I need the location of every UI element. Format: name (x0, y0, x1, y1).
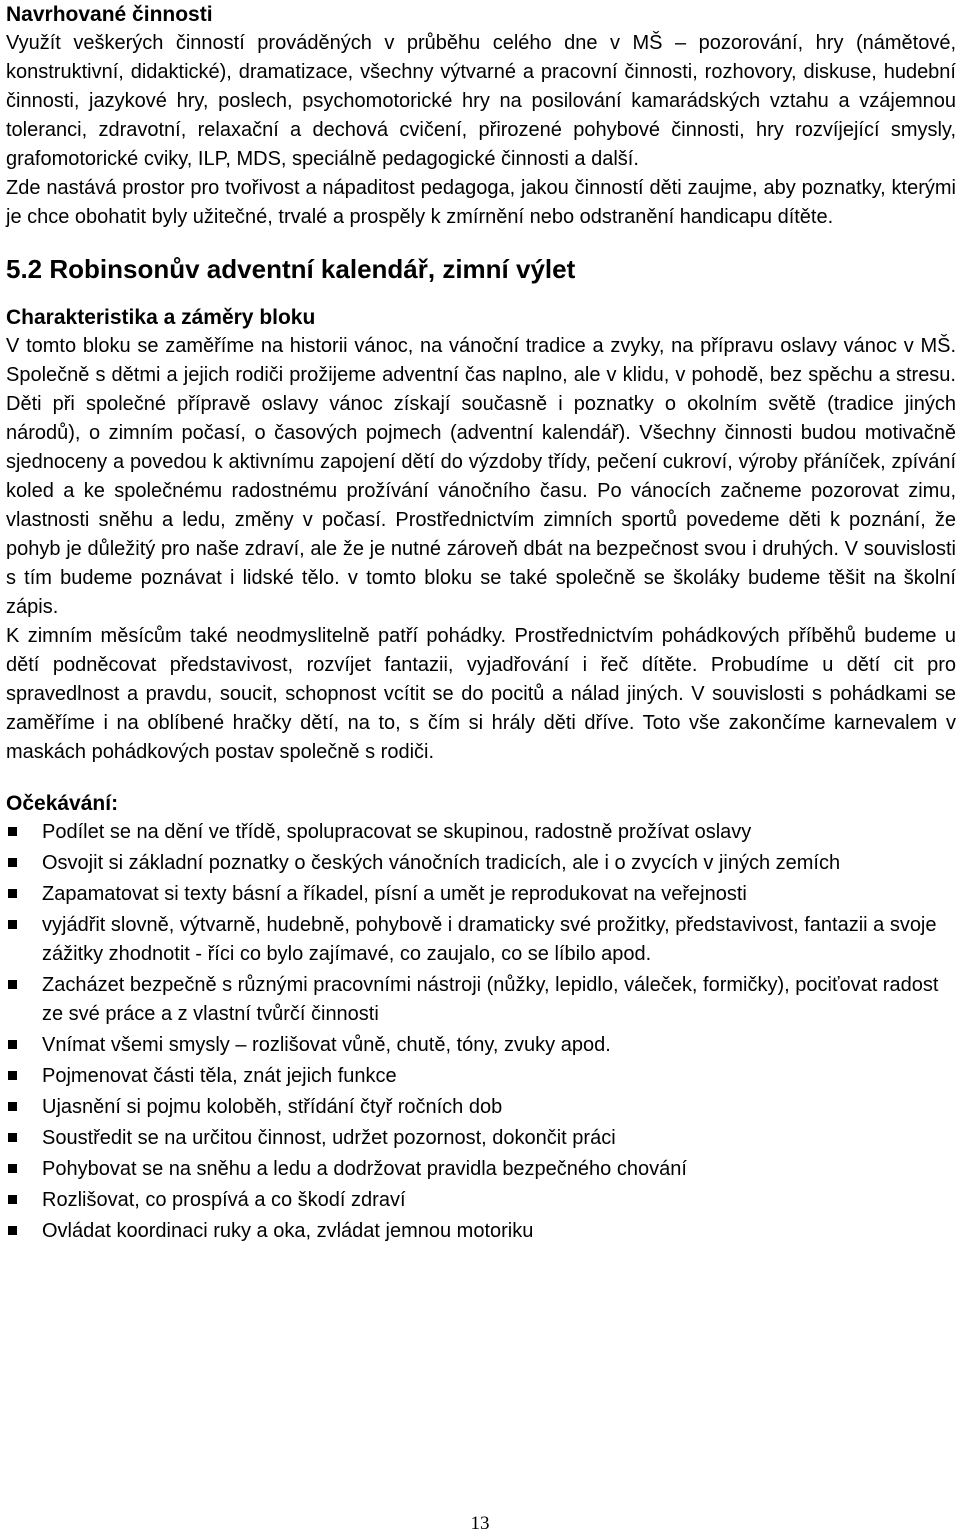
block-paragraph-2: K zimním měsícům také neodmyslitelně patří pohádky. Prostřednictvím pohádkových příběhů budeme u dětí podněcovat představivost, rozvíjet fantazii, vyjadřování i řeč dítěte. Probudíme u dětí cit pro spravedlnost a pravdu, soucit, schopnost vcítit se do pocitů a nálad jiných. V souvislosti s pohádkami se zaměříme i na oblíbené hračky dětí, na to, s čím si hrály děti dříve. Toto vše zakončíme karnevalem v maskách pohádkových postav společně s rodiči. (6, 625, 956, 763)
list-item: Zacházet bezpečně s různými pracovními nástroji (nůžky, lepidlo, váleček, formičky), pociťovat radost ze své práce a z vlastní tvůrčí činnosti (6, 971, 956, 1029)
square-bullet-icon (8, 858, 17, 867)
block-paragraph-1: V tomto bloku se zaměříme na historii vánoc, na vánoční tradice a zvyky, na přípravu oslavy vánoc v MŠ. Společně s dětmi a jejich rodiči prožijeme adventní čas naplno, ale v klidu, v pohodě, bez spěchu a stresu. Děti při společné přípravě oslavy vánoc získají současně i poznatky o okolním světě (tradice jiných národů), o zimním počasí, o časových pojmech (adventní kalendář). Všechny činnosti budou motivačně sjednoceny a povedou k aktivnímu zapojení dětí do výzdoby třídy, pečení cukroví, výroby přáníček, zpívání koled a ke společnému radostnému prožívání vánočního času. Po vánocích začneme pozorovat zimu, vlastnosti sněhu a ledu, změny v počasí. Prostřednictvím zimních sportů povedeme děti k poznání, že pohyb je důležitý pro naše zdraví, ale že je nutné zároveň dbát na bezpečnost svou i druhých. V souvislosti s tím budeme poznávat i lidské tělo. v tomto bloku se také společně se školáky budeme těšit na školní zápis. (6, 335, 956, 618)
page-number: 13 (470, 1513, 490, 1534)
square-bullet-icon (8, 827, 17, 836)
square-bullet-icon (8, 889, 17, 898)
expectations-list (6, 818, 956, 1246)
list-item: Ujasnění si pojmu koloběh, střídání čtyř ročních dob (6, 1093, 956, 1122)
activities-paragraph: Využít veškerých činností prováděných v průběhu celého dne v MŠ – pozorování, hry (námětové, konstruktivní, didaktické), dramatizace, všechny výtvarné a pracovní činnosti, rozhovory, diskuse, hudební činnosti, jazykové hry, poslech, psychomotorické hry na posilování kamarádských vztahu a vzájemnou toleranci, zdravotní, relaxační a dechová cvičení, přirozené pohybové činnosti, hry rozvíjející smysly, grafomotorické cviky, ILP, MDS, speciálně pedagogické činnosti a další. (6, 32, 956, 170)
square-bullet-icon (8, 1071, 17, 1080)
list-item: Ovládat koordinaci ruky a oka, zvládat jemnou motoriku (6, 1217, 956, 1246)
list-item: Soustředit se na určitou činnost, udržet pozornost, dokončit práci (6, 1124, 956, 1153)
list-item: Pohybovat se na sněhu a ledu a dodržovat pravidla bezpečného chování (6, 1155, 956, 1184)
section-heading-activities: Navrhované činnosti (6, 3, 213, 26)
list-item: Rozlišovat, co prospívá a co škodí zdraví (6, 1186, 956, 1215)
list-item: vyjádřit slovně, výtvarně, hudebně, pohybově i dramaticky své prožitky, představivost, fantazii a svoje zážitky zhodnotit - říci co bylo zajímavé, co zaujalo, co se líbilo apod. (6, 911, 956, 969)
expectations-heading: Očekávání: (6, 792, 119, 815)
block-characteristics-heading: Charakteristika a záměry bloku (6, 306, 316, 329)
list-item: Zapamatovat si texty básní a říkadel, písní a umět je reprodukovat na veřejnosti (6, 880, 956, 909)
section-title-5-2: 5.2 Robinsonův adventní kalendář, zimní výlet (6, 254, 576, 284)
square-bullet-icon (8, 980, 17, 989)
square-bullet-icon (8, 1195, 17, 1204)
square-bullet-icon (8, 920, 17, 929)
creativity-paragraph: Zde nastává prostor pro tvořivost a nápaditost pedagoga, jakou činností děti zaujme, aby poznatky, kterými je chce obohatit byly užitečné, trvalé a prospěly k zmírnění nebo odstranění handicapu dítěte. (6, 177, 956, 228)
square-bullet-icon (8, 1133, 17, 1142)
list-item: Osvojit si základní poznatky o českých vánočních tradicích, ale i o zvycích v jiných zemích (6, 849, 956, 878)
square-bullet-icon (8, 1164, 17, 1173)
square-bullet-icon (8, 1226, 17, 1235)
list-item: Podílet se na dění ve třídě, spolupracovat se skupinou, radostně prožívat oslavy (6, 818, 956, 847)
document-page (6, 0, 956, 1248)
list-item: Vnímat všemi smysly – rozlišovat vůně, chutě, tóny, zvuky apod. (6, 1031, 956, 1060)
square-bullet-icon (8, 1102, 17, 1111)
square-bullet-icon (8, 1040, 17, 1049)
list-item: Pojmenovat části těla, znát jejich funkce (6, 1062, 956, 1091)
